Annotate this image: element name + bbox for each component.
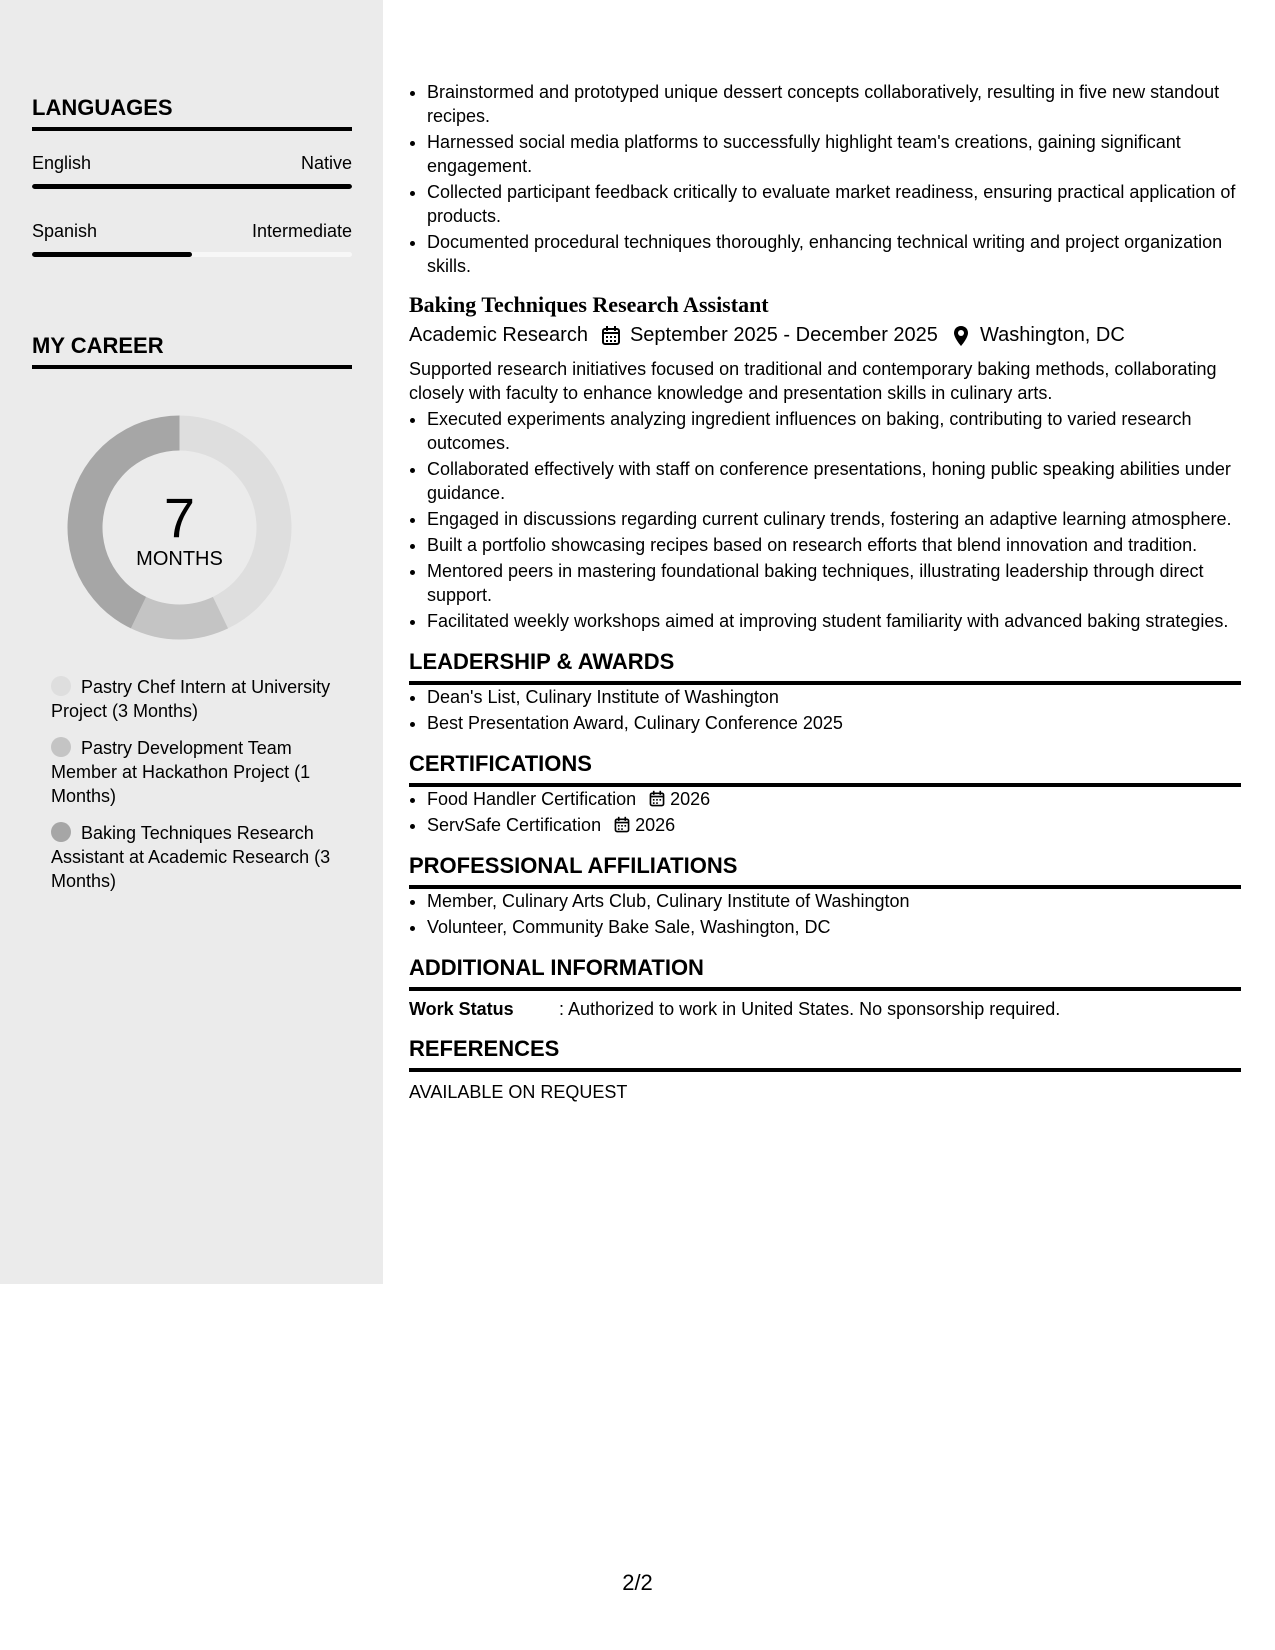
job-meta xyxy=(409,324,1241,347)
legend-label: Pastry Development Team Member at Hackathon Project (1 Months) xyxy=(51,738,311,806)
references-section xyxy=(409,1036,1241,1103)
certification-year: 2026 xyxy=(635,815,676,835)
language-level: Intermediate xyxy=(251,221,352,241)
legend-label: Pastry Chef Intern at University Project (3 Months) xyxy=(51,677,331,721)
bullet-item: • Documented procedural techniques thoroughly, enhancing technical writing and project organization skills. xyxy=(427,230,1241,278)
calendar-icon xyxy=(600,325,622,347)
career-legend-item xyxy=(51,736,336,808)
references-heading: REFERENCES xyxy=(409,1036,1241,1072)
career-legend xyxy=(51,675,336,906)
bullet-item: • Volunteer, Community Bake Sale, Washington, DC xyxy=(427,915,1241,939)
legend-dot xyxy=(51,676,71,696)
bullet-item: • Facilitated weekly workshops aimed at improving student familiarity with advanced baking strategies. xyxy=(427,609,1241,633)
language-name: Spanish xyxy=(32,221,98,241)
career-donut-chart xyxy=(67,415,292,640)
bullet-item: • Built a portfolio showcasing recipes based on research efforts that blend innovation and tradition. xyxy=(427,533,1241,557)
career-legend-item xyxy=(51,675,336,723)
work-status-row xyxy=(409,999,1241,1020)
language-proficiency-fill xyxy=(32,184,352,189)
languages-section xyxy=(32,95,352,257)
bullet-item: • Best Presentation Award, Culinary Conference 2025 xyxy=(427,711,1241,735)
bullet-item: • Harnessed social media platforms to successfully highlight team's creations, gaining significant engagement. xyxy=(427,130,1241,178)
certifications-section xyxy=(409,751,1241,837)
location-pin-icon xyxy=(950,325,972,347)
job-title: Baking Techniques Research Assistant xyxy=(409,292,769,317)
affiliations-list xyxy=(409,889,1241,939)
leadership-heading: LEADERSHIP & AWARDS xyxy=(409,649,1241,685)
job-bullets xyxy=(409,407,1241,633)
bullet-item: • Dean's List, Culinary Institute of Washington xyxy=(427,685,1241,709)
main-content xyxy=(409,80,1241,1103)
career-total-unit: MONTHS xyxy=(136,548,223,570)
career-legend-item xyxy=(51,821,336,893)
affiliations-heading: PROFESSIONAL AFFILIATIONS xyxy=(409,853,1241,889)
bullet-item: • Mentored peers in mastering foundational baking techniques, illustrating leadership through direct support. xyxy=(427,559,1241,607)
previous-job-bullets xyxy=(409,80,1241,278)
career-total-value: 7 xyxy=(163,486,196,549)
additional-info-section xyxy=(409,955,1241,1020)
language-item xyxy=(32,153,352,189)
page-number: 2/2 xyxy=(622,1570,653,1595)
bullet-item: • Collected participant feedback critically to evaluate market readiness, ensuring practical application of products. xyxy=(427,180,1241,228)
bullet-item: • Brainstormed and prototyped unique dessert concepts collaboratively, resulting in five new standout recipes. xyxy=(427,80,1241,128)
affiliations-section xyxy=(409,853,1241,939)
certifications-heading: CERTIFICATIONS xyxy=(409,751,1241,787)
job-dates: September 2025 - December 2025 xyxy=(629,324,938,346)
language-proficiency-bar xyxy=(32,184,352,189)
additional-info-heading: ADDITIONAL INFORMATION xyxy=(409,955,1241,991)
language-proficiency-bar xyxy=(32,252,352,257)
certification-item xyxy=(427,787,1241,811)
references-text: AVAILABLE ON REQUEST xyxy=(409,1082,628,1102)
leadership-section xyxy=(409,649,1241,735)
job-summary: Supported research initiatives focused on traditional and contemporary baking methods, collaborating closely with faculty to enhance knowledge and presentation skills in culinary arts. xyxy=(409,359,1217,403)
certification-name: • ServSafe Certification xyxy=(427,815,602,835)
bullet-item: • Engaged in discussions regarding current culinary trends, fostering an adaptive learning atmosphere. xyxy=(427,507,1241,531)
career-section xyxy=(32,333,352,369)
language-level: Native xyxy=(300,153,352,173)
certification-year: 2026 xyxy=(670,789,711,809)
legend-dot xyxy=(51,822,71,842)
work-status-label: Work Status xyxy=(409,999,514,1019)
language-name: English xyxy=(32,153,92,173)
certification-item xyxy=(427,813,1241,837)
bullet-item: • Executed experiments analyzing ingredient influences on baking, contributing to varied research outcomes. xyxy=(427,407,1241,455)
job-organization: Academic Research xyxy=(409,324,588,346)
certifications-list xyxy=(409,787,1241,837)
legend-label: Baking Techniques Research Assistant at Academic Research (3 Months) xyxy=(51,823,331,891)
work-status-value: : Authorized to work in United States. No sponsorship required. xyxy=(559,999,1061,1019)
sidebar xyxy=(0,0,383,1284)
language-item xyxy=(32,221,352,257)
calendar-icon xyxy=(648,790,666,808)
legend-dot xyxy=(51,737,71,757)
calendar-icon xyxy=(613,816,631,834)
leadership-list xyxy=(409,685,1241,735)
bullet-item: • Collaborated effectively with staff on conference presentations, honing public speaking abilities under guidance. xyxy=(427,457,1241,505)
language-proficiency-fill xyxy=(32,252,192,257)
certification-name: • Food Handler Certification xyxy=(427,789,637,809)
job-location: Washington, DC xyxy=(979,324,1125,346)
job-entry xyxy=(409,292,1241,633)
languages-heading: LANGUAGES xyxy=(32,95,352,131)
bullet-item: • Member, Culinary Arts Club, Culinary Institute of Washington xyxy=(427,889,1241,913)
career-heading: MY CAREER xyxy=(32,333,352,369)
donut-center xyxy=(67,415,292,640)
